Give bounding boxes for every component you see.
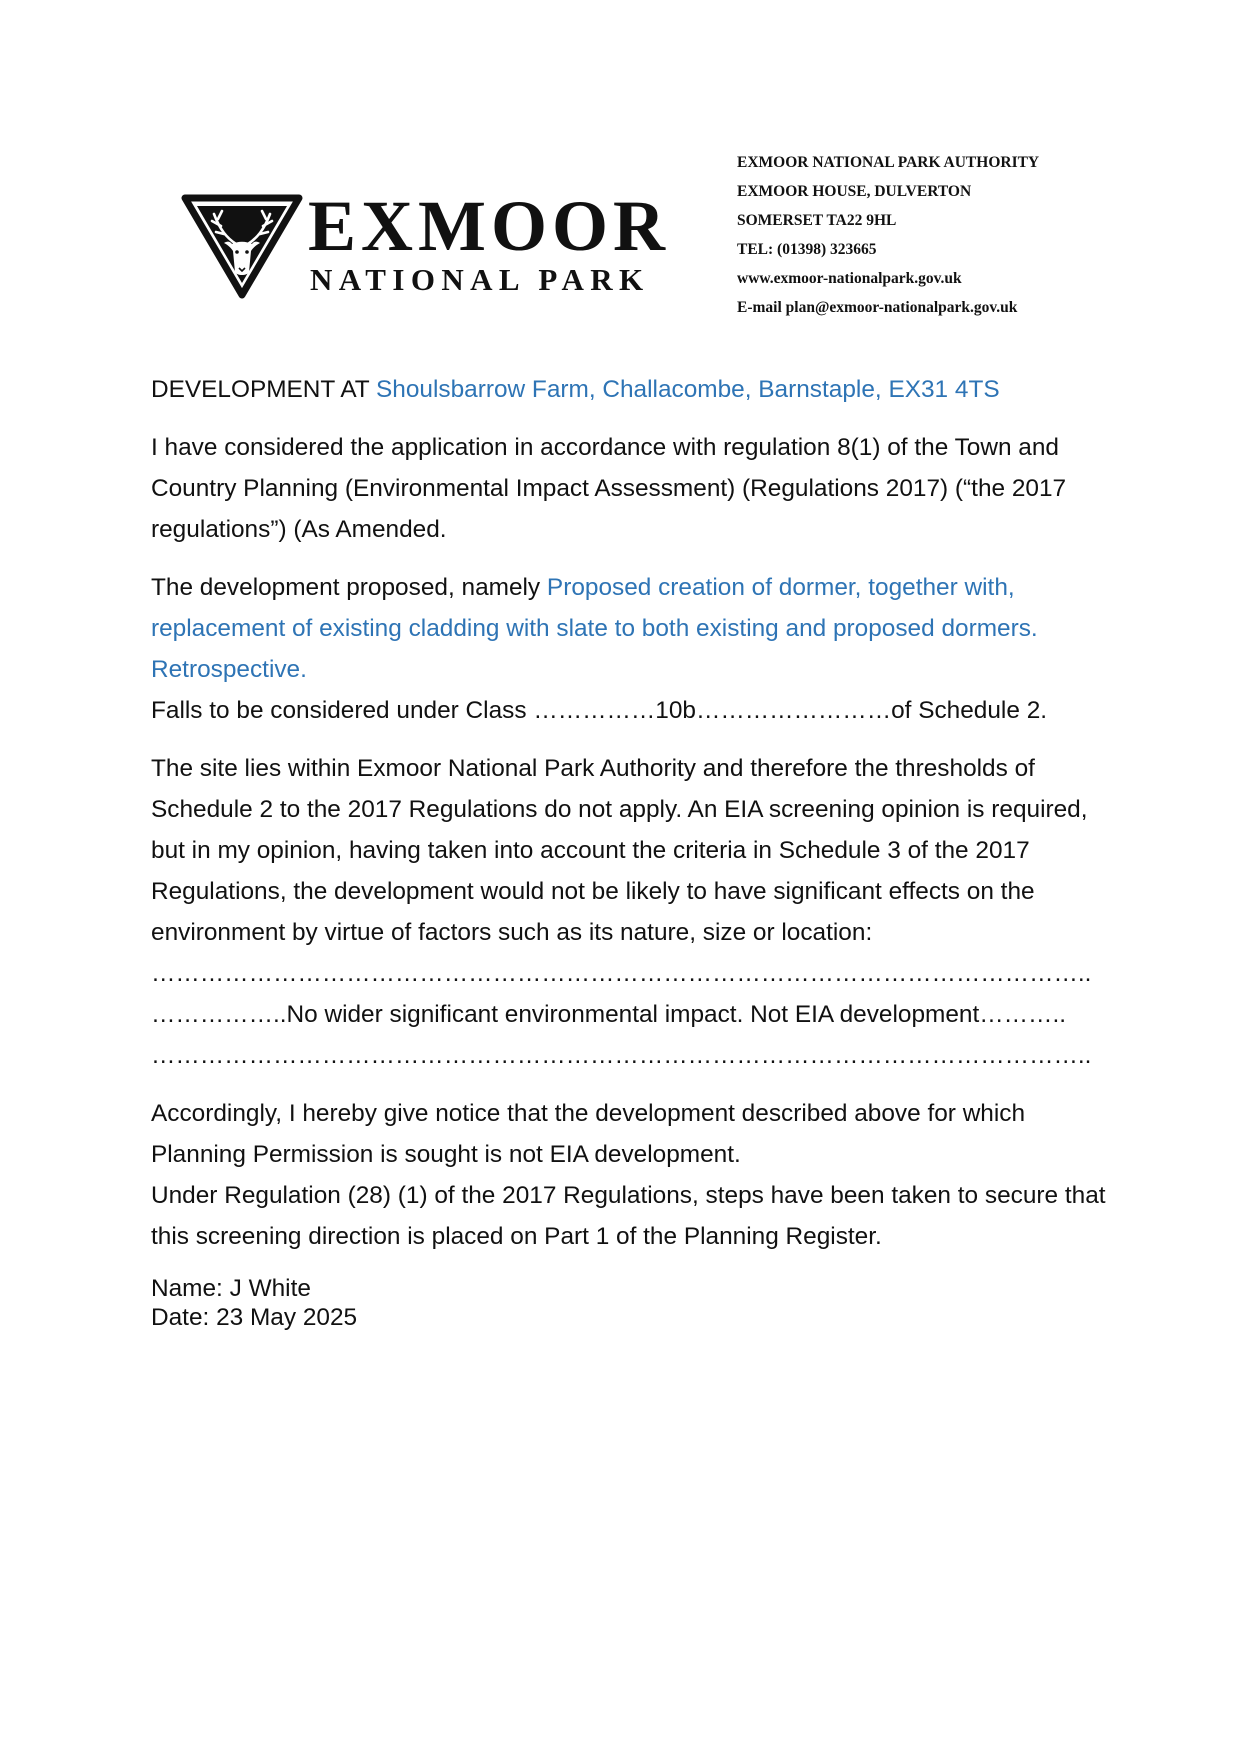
document-body (151, 369, 1111, 1332)
exmoor-logo (180, 186, 700, 304)
address-website: www.exmoor-nationalpark.gov.uk (737, 270, 962, 287)
logo-wordmark: EXMOOR (308, 186, 670, 266)
address-line: EXMOOR NATIONAL PARK AUTHORITY (737, 154, 1040, 171)
proposal-paragraph (151, 567, 1111, 690)
development-prefix: DEVELOPMENT AT (151, 376, 377, 403)
development-site: Shoulsbarrow Farm, Challacombe, Barnstaple, EX31 4TS (376, 376, 1000, 403)
logo-subtitle: NATIONAL PARK (310, 262, 650, 297)
address-line: EXMOOR HOUSE, DULVERTON (737, 183, 972, 200)
screening-paragraph: The site lies within Exmoor National Park Authority and therefore the thresholds of Schedule 2 to the 2017 Regulations do not apply. An EIA screening opinion is required, but in my opinion, having taken into account the criteria in Schedule 3 of the 2017 Regulations, the development would not be likely to have significant effects on the environment by virtue of factors such as its nature, size or location: (151, 755, 1088, 946)
authority-address (737, 148, 1039, 322)
screening-conclusion: ……………..No wider significant environmental impact. Not EIA development……….. (151, 1001, 1066, 1028)
signatory-name: Name: J White (151, 1275, 311, 1302)
signature-date: Date: 23 May 2025 (151, 1304, 358, 1331)
dotted-line: …………………………………………………………………………………………………….. (151, 1042, 1092, 1069)
notice-paragraph: Accordingly, I hereby give notice that the development described above for which Planning Permission is sought is not EIA development. (151, 1100, 1026, 1168)
development-heading (151, 369, 1111, 410)
register-paragraph: Under Regulation (28) (1) of the 2017 Regulations, steps have been taken to secure that this screening direction is placed on Part 1 of the Planning Register. (151, 1182, 1106, 1250)
class-line: Falls to be considered under Class ……………10b……………………of Schedule 2. (151, 697, 1048, 724)
proposal-description: Proposed creation of dormer, together with, replacement of existing cladding with slate to both existing and proposed dormers. Retrospective. (151, 574, 1038, 683)
address-phone: TEL: (01398) 323665 (737, 241, 877, 258)
address-line: SOMERSET TA22 9HL (737, 212, 897, 229)
address-email: E-mail plan@exmoor-nationalpark.gov.uk (737, 299, 1018, 316)
dotted-line: …………………………………………………………………………………………………….. (151, 960, 1092, 987)
proposal-prefix: The development proposed, namely (151, 574, 547, 601)
stag-head-triangle-icon (180, 192, 304, 300)
regulation-paragraph: I have considered the application in accordance with regulation 8(1) of the Town and Country Planning (Environmental Impact Assessment) (Regulations 2017) (“the 2017 regulations”) (As Amended. (151, 434, 1067, 543)
